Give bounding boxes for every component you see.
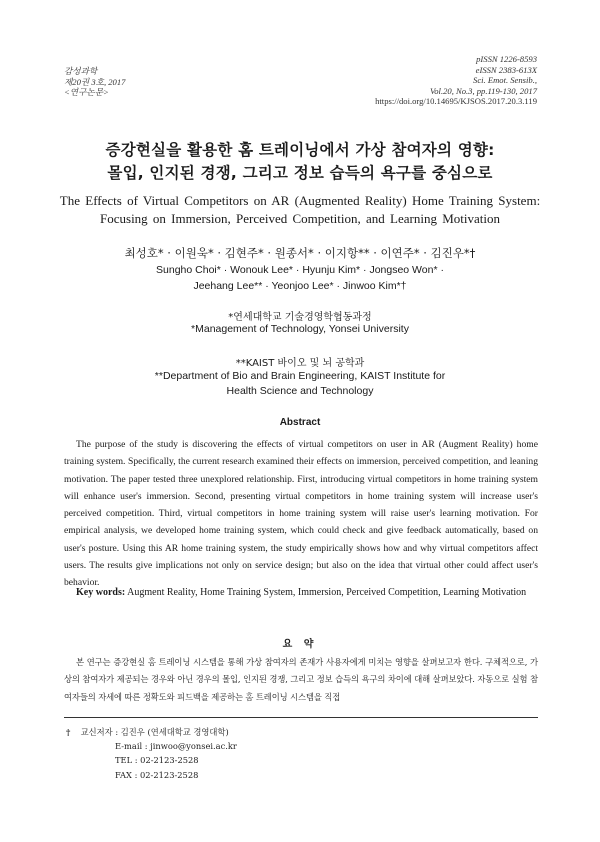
english-title-line1: The Effects of Virtual Competitors on AR (Augmented Reality) Home Training System: [59,193,541,208]
affiliation-2-english-line2: Health Science and Technology [226,385,374,397]
eissn: eISSN 2383-613X [475,64,537,75]
author-tel: TEL : 02-2123-2528 [115,755,199,766]
journal-header-left [64,66,125,98]
authors-english-line1: Sungho Choi* · Wonouk Lee* · Hyunju Kim* · Jongseo Won* · [156,264,444,276]
dagger-symbol: † [66,727,71,737]
abstract-heading: Abstract [279,417,321,428]
affiliation-2-english-line1: **Department of Bio and Brain Engineering, KAIST Institute for [154,370,446,382]
doi-link[interactable]: https://doi.org/10.14695/KJSOS.2017.20.3.119 [375,96,537,106]
abstract-body: The purpose of the study is discovering the effects of virtual competitors on user in AR (Augment Reality) home training system. Specifically, the current research examined their effects on immersion, perceived competition, and leaning motivation. The paper tested three unexplored relationship. First, introducing virtual competitors in home training system will enhance user's immersion. Second, presenting virtual competitors in home training system will increase user's perceived competition. Third, virtual competitors in home training system will raise user's learning motivation. For empirical analysis, we developed home training system, which could check and give feedback automatically, based on user's posture. Using this AR home training system, the study empirically shows how and why virtual competitors affect users. The results give implications not only on service design; but also on the idea that virtual other could affect user's behavior. [64,439,538,589]
authors-korean: 최성호* · 이원욱* · 김현주* · 원종서* · 이지항** · 이연주* · 김진우*† [124,246,476,260]
korean-abstract-body: 본 연구는 증강현실 홈 트레이닝 시스템을 통해 가상 참여자의 존재가 사용자에게 미치는 영향을 살펴보고자 한다. 구체적으로, 가상의 참여자가 제공되는 경우와 아닌 경우의 몰입, 인지된 경쟁, 그리고 정보 습득의 욕구의 차이에 대해 살펴보았다. 자동으로 실험 참여자들의 자세에 따른 정확도와 피드백을 제공하는 홈 트레이닝 시스템을 직접 [64,657,538,702]
keywords-label: Key words: [76,587,126,598]
authors-english-line2: Jeehang Lee** · Yeonjoo Lee* · Jinwoo Kim*† [193,280,407,292]
affiliation-1-korean: *연세대학교 기술경영학협동과정 [228,312,372,323]
journal-volume: 제20권 3호, 2017 [64,76,126,87]
journal-name: 감성과학 [64,66,98,76]
affiliation-2-korean: **KAIST 바이오 및 뇌 공학과 [235,358,365,369]
corresponding-author: 교신저자 : 김진우 (연세대학교 경영대학) [80,727,229,737]
affiliation-1-english: *Management of Technology, Yonsei University [191,323,409,335]
keywords [76,584,596,601]
korean-title-line1: 증강현실을 활용한 홈 트레이닝에서 가상 참여자의 영향: [105,141,495,159]
keywords-text: Augment Reality, Home Training System, Immersion, Perceived Competition, Learning Motivation [127,587,527,598]
pissn: pISSN 1226-8593 [476,54,537,64]
author-email[interactable]: E-mail : jinwoo@yonsei.ac.kr [115,741,237,752]
korean-abstract-heading: 요 약 [282,639,318,650]
journal-header-right [375,54,537,107]
footnote-divider [64,717,538,718]
korean-title-line2: 몰입, 인지된 경쟁, 그리고 정보 습득의 욕구를 중심으로 [107,164,493,182]
author-fax: FAX : 02-2123-2528 [115,769,199,780]
journal-abbrev: Sci. Emot. Sensib., [473,75,537,85]
corresponding-author-footnote [64,725,237,782]
english-title-line2: Focusing on Immersion, Perceived Competition, and Learning Motivation [100,211,500,226]
citation: Vol.20, No.3, pp.119-130, 2017 [429,85,537,96]
article-type: <연구논문> [64,87,109,97]
